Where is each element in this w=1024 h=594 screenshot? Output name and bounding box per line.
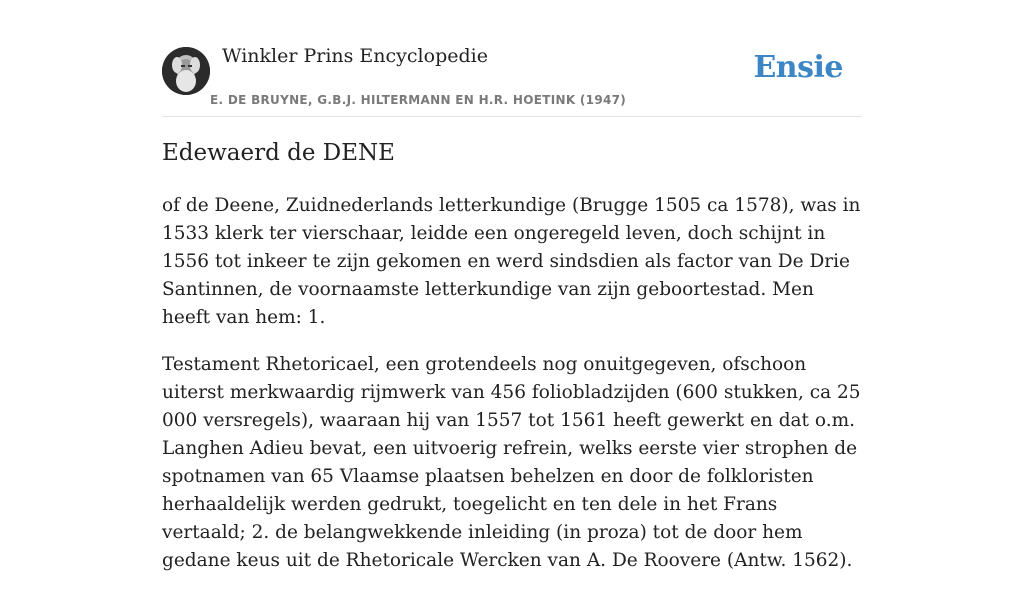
paragraph: Testament Rhetoricael, een grotendeels nog onuitgegeven, ofschoon uiterst merkwaardig rijmwerk van 456 foliobladzijden (600 stukken, ca 25 000 versregels), waaraan hij van 1557 tot 1561 heeft gewerkt en dat o.m. Langhen Adieu bevat, een uitvoerig refrein, welks eerste vier strophen de spotnamen van 65 Vlaamse plaatsen behelzen en door de folkloristen herhaaldelijk werden gedrukt, toegelicht en ten dele in het Frans vertaald; 2. de belangwekkende inleiding (in proza) tot de door hem gedane keus uit de Rhetoricale Wercken van A. De Roovere (Antw. 1562). [162,354,861,571]
article-body [162,192,862,594]
article-title: Edewaerd de DENE [162,140,395,166]
portrait-image [162,47,210,95]
brand-logo[interactable]: Ensie [753,50,843,85]
author-avatar [162,47,210,95]
paragraph: of de Deene, Zuidnederlands letterkundige (Brugge 1505 ca 1578), was in 1533 klerk ter vierschaar, leidde een ongeregeld leven, doch schijnt in 1556 tot inkeer te zijn gekomen en werd sindsdien als factor van De Drie Santinnen, de voornaamste letterkundige van zijn geboortestad. Men heeft van hem: 1. [162,195,861,328]
header [162,0,862,117]
publication-title[interactable]: Winkler Prins Encyclopedie [222,45,488,67]
publication-authors: E. DE BRUYNE, G.B.J. HILTERMANN EN H.R. HOETINK (1947) [210,93,627,107]
page [162,0,862,571]
